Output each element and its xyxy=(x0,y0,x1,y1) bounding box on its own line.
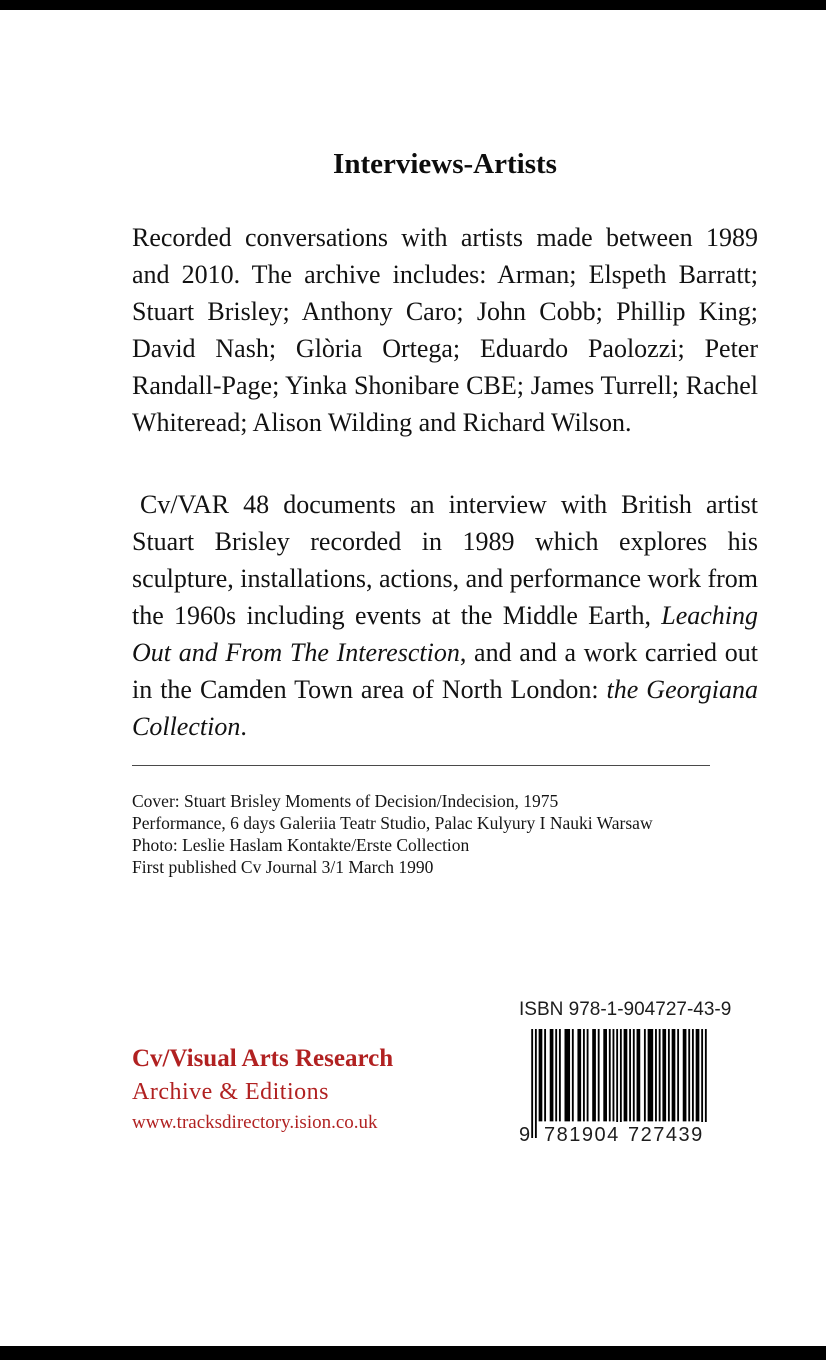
barcode-digit-left: 9 xyxy=(519,1124,531,1146)
barcode xyxy=(519,1029,719,1151)
paragraph-archive-description: Recorded conversations with artists made between 1989 and 2010. The archive includes: Arman; Elspeth Barratt; Stuart Brisley; Anthony Caro; John Cobb; Phillip King; David Nash; Glòria Ortega; Eduardo Paolozzi; Peter Randall-Page; Yinka Shonibare CBE; James Turrell; Rachel Whiteread; Alison Wilding and Richard Wilson. xyxy=(132,223,758,437)
p2-text-3: . xyxy=(240,712,247,741)
p2-italic-work-title-1: Leaching Out and From The Interesction xyxy=(132,601,758,667)
cover-content xyxy=(132,0,758,878)
p2-text-2: , and and a work carried out in the Camden Town area of North London: xyxy=(132,638,758,704)
divider-rule xyxy=(132,765,710,766)
p2-text-1: Cv/VAR 48 documents an interview with British artist Stuart Brisley recorded in 1989 which explores his sculpture, installations, actions, and performance work from the 1960s including events at the Middle Earth, xyxy=(132,490,758,630)
barcode-digit-group-2: 727439 xyxy=(625,1122,707,1148)
barcode-digits xyxy=(519,1122,719,1148)
barcode-digit-group-1: 781904 xyxy=(541,1122,623,1148)
page-title: Interviews-Artists xyxy=(333,148,557,180)
credit-line-photo: Photo: Leslie Haslam Kontakte/Erste Collection xyxy=(132,835,470,855)
p2-italic-work-title-2: the Georgiana Collection xyxy=(132,675,758,741)
credit-line-performance: Performance, 6 days Galeriia Teatr Studio, Palac Kulyury I Nauki Warsaw xyxy=(132,813,653,833)
publisher-name: Cv/Visual Arts Research xyxy=(132,1045,394,1072)
credit-line-first-published: First published Cv Journal 3/1 March 1990 xyxy=(132,857,434,877)
publisher-imprint: Archive & Editions xyxy=(132,1079,329,1105)
credit-line-cover: Cover: Stuart Brisley Moments of Decision/Indecision, 1975 xyxy=(132,791,559,811)
isbn-label: ISBN 978-1-904727-43-9 xyxy=(519,999,732,1020)
publisher-url: www.tracksdirectory.ision.co.uk xyxy=(132,1112,378,1133)
bottom-black-bar xyxy=(0,1346,826,1360)
credits-block xyxy=(132,790,758,878)
isbn-block xyxy=(519,998,734,1151)
paragraph-cvvar-description xyxy=(132,486,758,745)
publisher-block xyxy=(132,1044,393,1134)
